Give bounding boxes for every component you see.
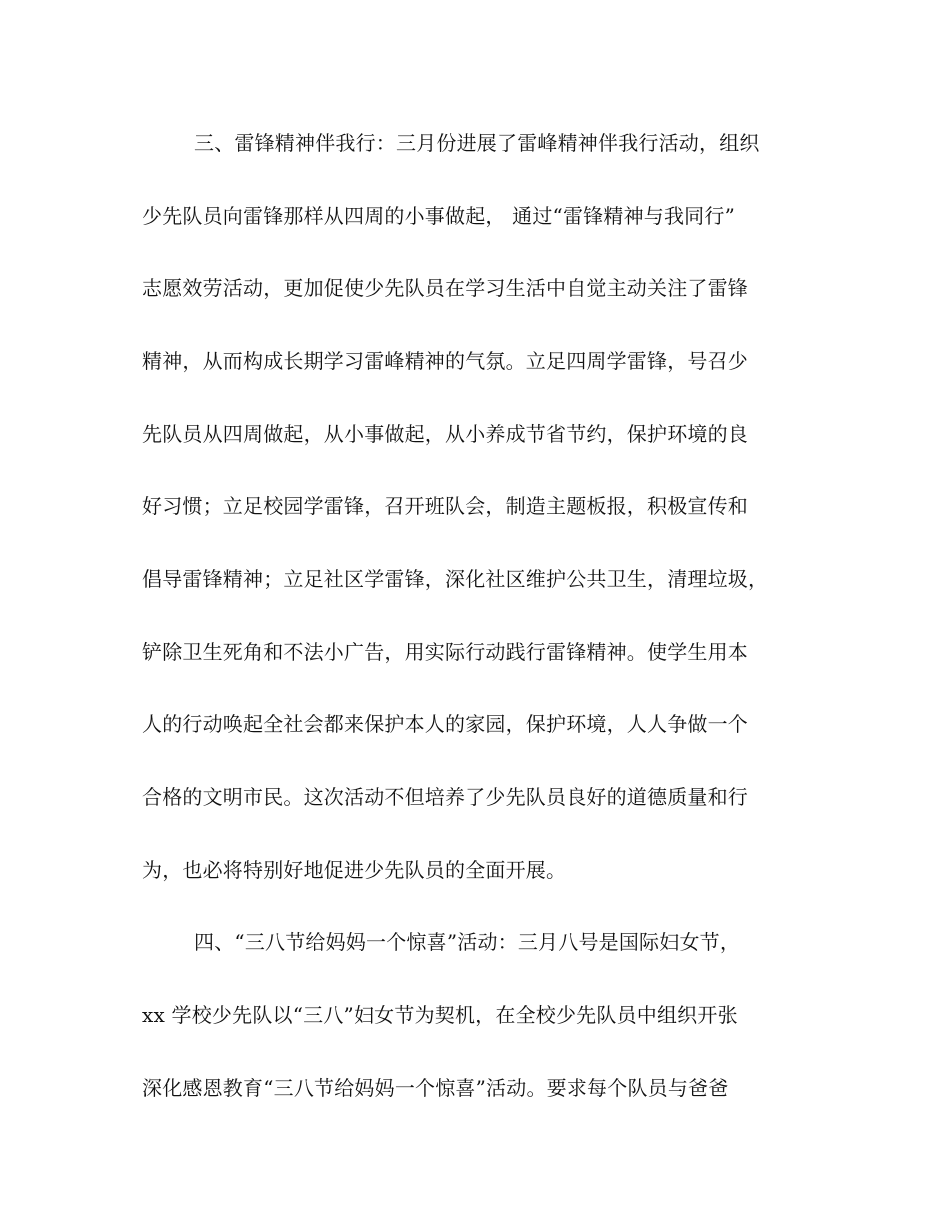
paragraph-3-line-9: 人的行动唤起全社会都来保护本人的家园，保护环境，人人争做一个 [142,712,748,736]
paragraph-3-line-1: 三、雷锋精神伴我行：三月份进展了雷峰精神伴我行活动，组织 [194,131,760,155]
paragraph-3-line-6: 好习惯；立足校园学雷锋，召开班队会，制造主题板报，积极宣传和 [142,494,748,518]
paragraph-3-line-10: 合格的文明市民。这次活动不但培养了少先队员良好的道德质量和行 [142,785,748,809]
paragraph-3-line-8: 铲除卫生死角和不法小广告，用实际行动践行雷锋精神。使学生用本 [142,640,748,664]
paragraph-4-line-2: xx 学校少先队以“三八”妇女节为契机，在全校少先队员中组织开张 [142,1003,738,1027]
paragraph-3-line-7: 倡导雷锋精神；立足社区学雷锋，深化社区维护公共卫生，清理垃圾， [142,567,769,591]
paragraph-4-line-3: 深化感恩教育“三八节给妈妈一个惊喜”活动。要求每个队员与爸爸 [142,1076,729,1100]
paragraph-3-line-3: 志愿效劳活动，更加促使少先队员在学习生活中自觉主动关注了雷锋 [142,276,748,300]
paragraph-3-line-4: 精神，从而构成长期学习雷峰精神的气氛。立足四周学雷锋，号召少 [142,349,748,373]
paragraph-4-line-1: 四、“三八节给妈妈一个惊喜”活动：三月八号是国际妇女节， [194,930,741,954]
paragraph-3-line-2: 少先队员向雷锋那样从四周的小事做起， 通过“雷锋精神与我同行” [142,204,736,228]
paragraph-3-line-5: 先队员从四周做起，从小事做起，从小养成节省节约，保护环境的良 [142,422,748,446]
paragraph-3-line-11: 为，也必将特别好地促进少先队员的全面开展。 [142,858,567,882]
